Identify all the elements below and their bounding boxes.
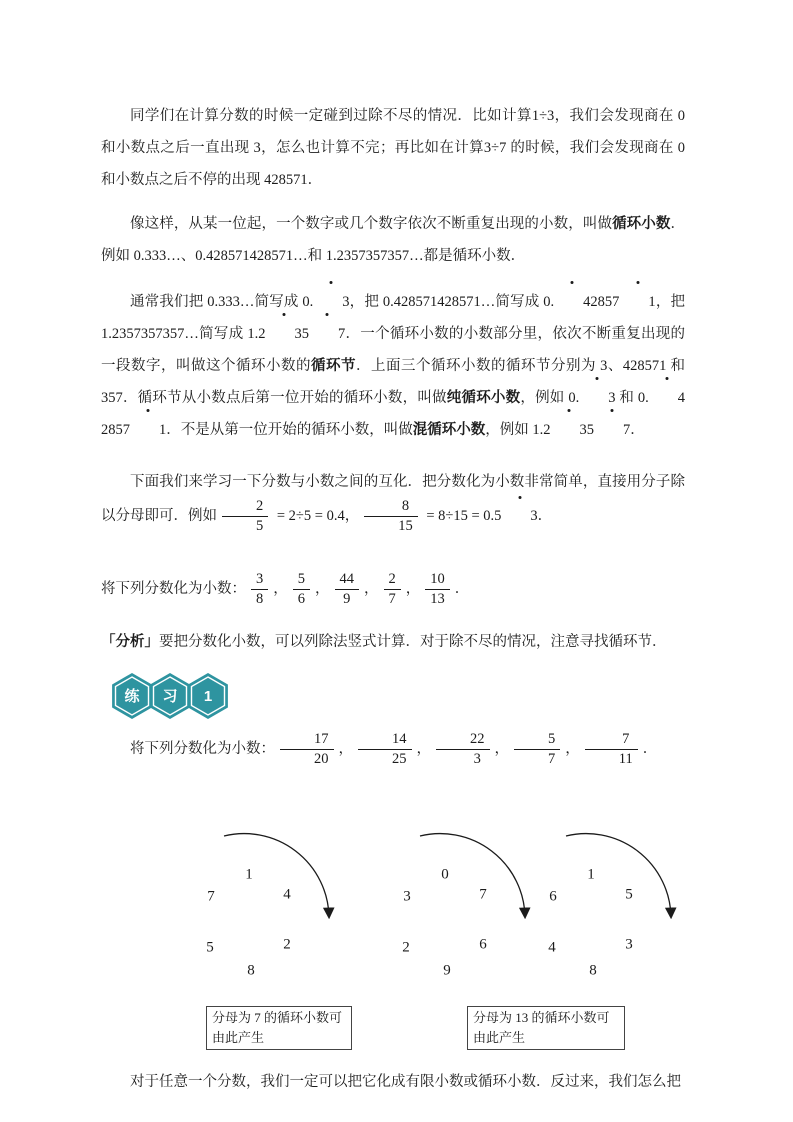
hexagon-2 (150, 673, 190, 719)
repeating-digit: 7 (594, 414, 630, 446)
paragraph-intro-division: 同学们在计算分数的时候一定碰到过除不尽的情况．比如计算1÷3，我们会发现商在 0 和小数点之后一直出现 3，怎么也计算不完；再比如在计算3÷7 的时候，我们会发现商在 0 和小数点之后不停的出现 428571． (101, 108, 685, 188)
fraction: $\frac{44}{9}$ (335, 571, 360, 609)
cycle-digit: 2 (402, 939, 410, 956)
repeating-digit: 1 (619, 286, 655, 318)
cycle-digit: 7 (207, 888, 215, 905)
fraction: $\frac{2}{7}$ (384, 571, 401, 609)
badge-char-xi: 习 (162, 687, 178, 705)
cycle-digit: 4 (283, 886, 291, 903)
repeating-digit: 3 (579, 382, 615, 414)
cycle-diagram-142857 (159, 818, 339, 1018)
hexagon-3 (188, 673, 228, 719)
paragraph-repeating-decimal-definition: 像这样，从某一位起，一个数字或几个数字依次不断重复出现的小数，叫做循环小数．例如 0.333…、0.428571428571…和 1.2357357357…都是循环小数． (101, 216, 686, 264)
cycle-digit: 6 (479, 936, 487, 953)
fraction: $\frac{3}{8}$ (251, 571, 268, 609)
fraction: $\frac{5}{6}$ (293, 571, 310, 609)
cycle-digit: 4 (548, 939, 556, 956)
repeating-digit: 7 (309, 318, 345, 350)
cycle-digit: 8 (247, 962, 255, 979)
practice-1-problem-text: 将下列分数化为小数： $\frac{17}{20}$ ， $\frac{14}{25}$ ， $\frac{22}{3}$ ， $\frac{5}{7}$ ， $\frac{7}{11}$ ． (130, 730, 658, 767)
cycle-digit: 0 (441, 866, 449, 883)
repeating-digit: 4 (649, 382, 685, 414)
repeating-digit: 3 (313, 286, 349, 318)
practice-1-badge (109, 670, 233, 722)
paragraph-repetend-notation: 通常我们把 0.333…简写成 0. 3，把 0.428571428571…简写成 0. 42857 1，把 1.2357357357…简写成 1.2 35 7．一个循环小数的小数部分里，依次不断重复出现的一段数字，叫做这个循环小数的循环节．上面三个循环小数的循环节分别为 3、428571 和 357．循环节从小数点后第一位开始的循环小数，叫做纯循环小数，例如 0. 3 和 0. 42857 1．不是从第一位开始的循环小数，叫做混循环小数，例如 1.2 35 7． (101, 286, 685, 446)
paragraph-closing: 对于任意一个分数，我们一定可以把它化成有限小数或循环小数．反过来，我们怎么把 (130, 1073, 681, 1090)
badge-number-1: 1 (203, 687, 213, 705)
hexagon-1 (112, 673, 152, 719)
example-problem-text: 将下列分数化为小数： $\frac{3}{8}$ ， $\frac{5}{6}$ ， $\frac{44}{9}$ ， $\frac{2}{7}$ ， $\frac{10}{13}$ ． (101, 570, 470, 607)
fraction: $\frac{14}{25}$ (358, 731, 412, 769)
cycle-digit: 6 (549, 888, 557, 905)
fraction: $\frac{2}{5}$ (222, 498, 268, 536)
cycle-digit: 3 (403, 888, 411, 905)
cycle-digit: 3 (625, 936, 633, 953)
cycle-digit: 5 (625, 886, 633, 903)
repetend-cycle-diagrams (101, 818, 685, 1056)
cycle-digit: 1 (245, 866, 253, 883)
paragraph-fraction-to-decimal: 下面我们来学习一下分数与小数之间的互化．把分数化为小数非常简单，直接用分子除以分母即可．例如 $\frac{2}{5}$ = 2÷5 = 0.4， $\frac{8}{15}$ = 8÷15 = 0.5 3． (101, 474, 685, 535)
repeating-digit: 1 (130, 414, 166, 446)
caption-box-denominator-7: 分母为 7 的循环小数可由此产生 (206, 1006, 352, 1050)
repeating-digit: 3 (501, 500, 537, 532)
clockwise-arrow (501, 818, 681, 1018)
caption-box-denominator-13: 分母为 13 的循环小数可由此产生 (467, 1006, 625, 1050)
cycle-digit: 8 (589, 962, 597, 979)
repeating-digit: 3 (266, 318, 302, 350)
fraction: $\frac{17}{20}$ (280, 731, 334, 769)
fraction: $\frac{8}{15}$ (364, 498, 418, 536)
analysis-note: 「分析」要把分数化小数，可以列除法竖式计算．对于除不尽的情况，注意寻找循环节． (101, 633, 667, 650)
fraction: $\frac{10}{13}$ (425, 571, 450, 609)
cycle-digit: 2 (283, 936, 291, 953)
fraction: $\frac{22}{3}$ (436, 731, 490, 769)
badge-char-lian: 练 (124, 687, 140, 705)
clockwise-arrow (159, 818, 339, 1018)
cycle-digit: 9 (443, 962, 451, 979)
fraction: $\frac{7}{11}$ (585, 731, 638, 769)
fraction: $\frac{5}{7}$ (514, 731, 560, 769)
repeating-digit: 4 (554, 286, 590, 318)
cycle-digit: 7 (479, 886, 487, 903)
cycle-digit: 1 (587, 866, 595, 883)
cycle-diagram-153846 (501, 818, 681, 1018)
cycle-digit: 5 (206, 939, 214, 956)
repeating-digit: 3 (551, 414, 587, 446)
